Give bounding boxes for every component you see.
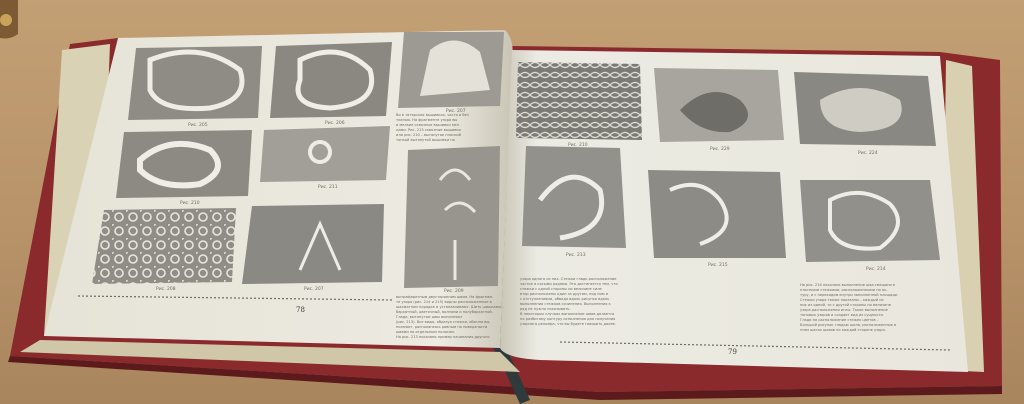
caption: Рис. 206: [325, 121, 345, 126]
paragraph-line: тканью. На фрагменте узора вы: [396, 118, 458, 122]
caption: Рис. 224: [858, 151, 878, 156]
text-line: этом шагах шовов по каждой стороне узора.: [800, 328, 886, 332]
desk-object-knob: [0, 14, 12, 26]
paragraph-line: и мелкие сквозные вышивки мел: [396, 123, 460, 127]
text-line: полняют, располагаясь ровным по поверхности: [396, 325, 488, 329]
text-line: шахматном порядке и устанавливают. Шить шишками –: [396, 305, 504, 309]
text-line: узорного рельефа, что вы будете говорить далее.: [520, 322, 617, 326]
right-photo-1: [516, 62, 642, 140]
text-line: Глади на расположение стежек цветов –: [800, 318, 879, 322]
text-line: узора одного из них. Стежки гладь расположение: [520, 277, 617, 281]
text-line: Глади, вытянутые швы выполняют: [396, 315, 463, 319]
caption: Рис. 215: [708, 263, 728, 268]
paragraph-line: цами. Рис. 213 сквозные вышивки: [396, 128, 461, 132]
left-photos: [92, 32, 504, 288]
text-line: Стежки узора также показаны – каждый из: [800, 298, 884, 302]
text-line: те узора (рис. 214 и 215) видны расположенные в: [396, 300, 492, 304]
caption: Рис. 209: [444, 289, 464, 294]
text-line: швами по отдельным полосам.: [396, 330, 456, 334]
right-photo-5: [648, 170, 786, 258]
text-line: выполнения стежков сочинения. Выполнения к: [520, 302, 611, 306]
text-line: тоновых узоров и создает вид их сущности.: [800, 313, 885, 317]
right-page-number: 79: [728, 348, 737, 356]
text-line: На рис. 214 показано выполнение шва смешано в: [800, 283, 895, 287]
text-line: вытрафаретным двусторонним швом. На фрагмен-: [396, 295, 494, 299]
caption: Рис. 207: [446, 109, 466, 114]
caption: Рис. 208: [156, 287, 176, 292]
text-line: плотными стежками, расположенными по ок-: [800, 288, 888, 292]
left-page-number: 78: [296, 306, 305, 314]
caption: Рис. 205: [188, 123, 208, 128]
text-line: (рис. 213). Все виды, образуя стежки, обычно вы-: [396, 320, 491, 324]
text-line: с отступлениями, обводя вдоль рисунка вдоль: [520, 297, 610, 301]
text-line: бархатный, цветочный, волнами и полубархатной.: [396, 310, 493, 314]
text-line: втор расположены один за другим, под ним и: [520, 292, 609, 296]
left-photo-5: [260, 126, 390, 182]
paragraph-line: тонкой вытянутой вышивки на: [396, 138, 455, 142]
text-line: по разбитому контуру исполнения для получения: [520, 317, 616, 321]
right-text-column-1: [520, 277, 618, 326]
caption: Рис. 211: [318, 185, 338, 190]
text-line: ряд не нужно показывать.: [520, 307, 571, 311]
caption: Рис. 210: [180, 201, 200, 206]
text-line: Большой рисунок гладью шила, расположенные в: [800, 323, 897, 327]
paragraph-line: Во в татарских вышивках, часто и без: [396, 113, 469, 117]
left-photo-6: [92, 208, 236, 284]
text-line: узора расположения иглы. Такое выполнение: [800, 308, 888, 312]
caption: Рис. 214: [866, 267, 886, 272]
paragraph-line: или рис. 210 – вытянутое плоский: [396, 133, 461, 137]
text-line: стежки с одной стороны по величине силе: [520, 287, 602, 291]
left-photo-7: [242, 204, 384, 284]
text-line: На рис. 213 показано пример начинания другого: [396, 335, 490, 339]
caption: Рис. 207: [304, 287, 324, 292]
text-line: частое и косыми рядами. Это достигается тем, что: [520, 282, 618, 286]
text-line: них из одной, то с другой стороны по величине: [800, 303, 891, 307]
caption: Рис. 213: [566, 253, 586, 258]
caption: Рис. 210: [568, 143, 588, 148]
text-line: туру, и с переходом внутри заполненной площади.: [800, 293, 899, 297]
right-text-column-2: [800, 283, 898, 332]
left-photo-8: [404, 146, 500, 288]
caption: Рис. 229: [710, 147, 730, 152]
text-line: В некоторых случаях выполнение швов делается: [520, 312, 615, 316]
